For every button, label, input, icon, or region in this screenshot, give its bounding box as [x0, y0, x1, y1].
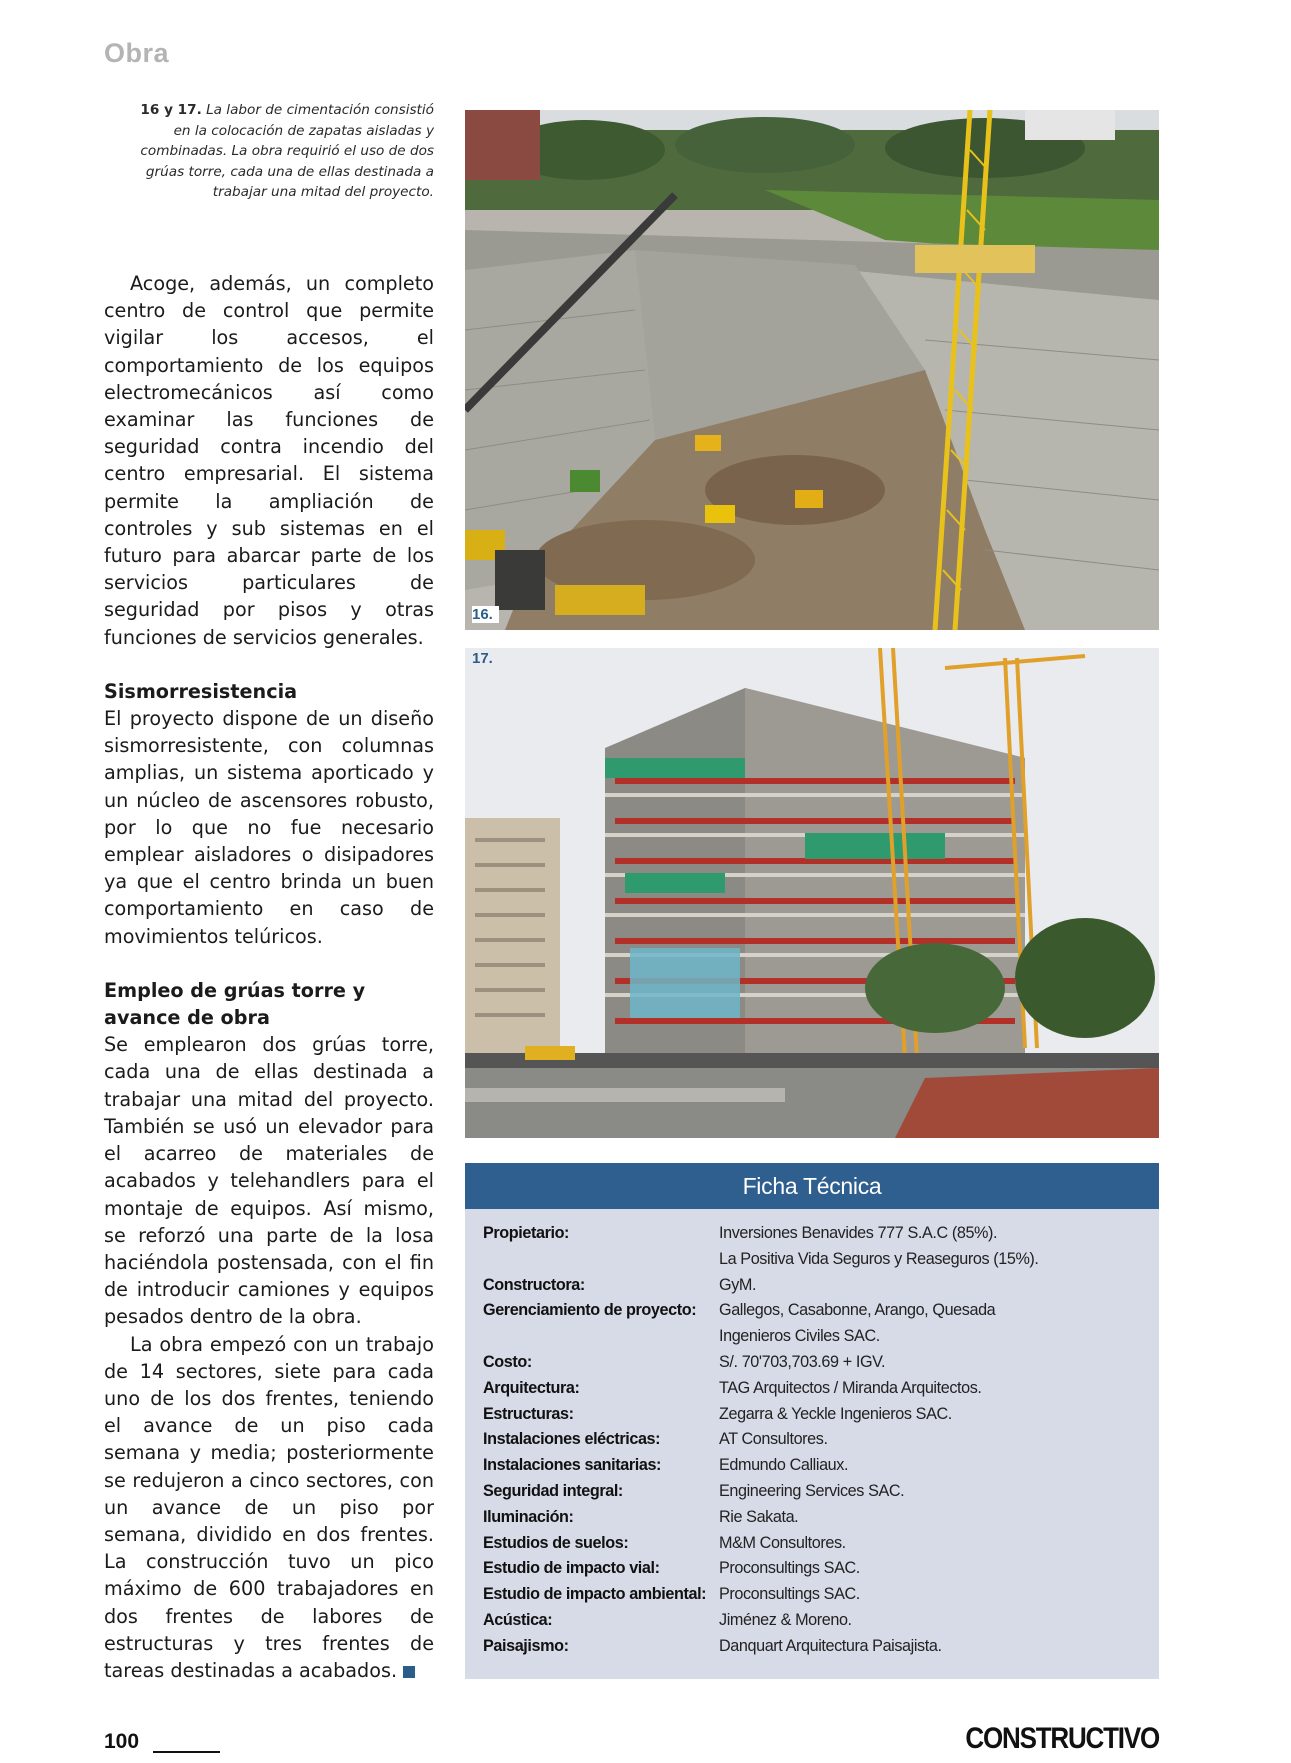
technical-sheet-value-line: Ingenieros Civiles SAC.: [719, 1327, 880, 1346]
technical-sheet-value-line: Edmundo Calliaux.: [719, 1456, 849, 1475]
technical-sheet-value: [719, 1453, 848, 1479]
technical-sheet-key: Propietario:: [483, 1224, 570, 1242]
technical-sheet-row: [483, 1402, 1159, 1428]
technical-sheet-key: Acústica:: [483, 1610, 553, 1629]
technical-sheet-value-line: TAG Arquitectos / Miranda Arquitectos.: [719, 1378, 982, 1397]
technical-sheet-row: [483, 1453, 1159, 1479]
technical-sheet-title: Ficha Técnica: [465, 1163, 1159, 1209]
technical-sheet-row: [483, 1582, 1159, 1608]
section-label: Obra: [104, 38, 170, 68]
technical-sheet-value-line: Jiménez & Moreno.: [719, 1610, 852, 1629]
technical-sheet-value: [719, 1350, 885, 1376]
paragraph-avance-obra-text: La obra empezó con un trabajo de 14 sectores, siete para cada uno de los dos frentes, teniendo el avance de un piso cada semana y media; posteriormente se redujeron a cinco sectores, con un avance de un piso por semana, dividido en dos frentes. La construcción tuvo un pico máximo de 600 trabajadores en dos frentes de labores de estructuras y tres frentes de tareas destinadas a acabados.: [104, 1332, 434, 1682]
photo-building: [465, 648, 1159, 1138]
technical-sheet-key: Arquitectura:: [483, 1378, 580, 1397]
end-of-article-mark: [403, 1666, 415, 1678]
technical-sheet-key: Gerenciamiento de proyecto:: [483, 1301, 697, 1320]
technical-sheet-row: [483, 1634, 1159, 1660]
technical-sheet-row: [483, 1376, 1159, 1402]
technical-sheet-row: [483, 1427, 1159, 1453]
technical-sheet-value-line: Rie Sakata.: [719, 1507, 799, 1526]
technical-sheet-row: [483, 1556, 1159, 1582]
technical-sheet-row: [483, 1608, 1159, 1634]
technical-sheet-key: Constructora:: [483, 1275, 585, 1294]
technical-sheet-key: Instalaciones sanitarias:: [483, 1456, 662, 1475]
photo-17-number: 17.: [472, 650, 493, 667]
technical-sheet-row: [483, 1221, 1159, 1273]
technical-sheet-key: Costo:: [483, 1352, 532, 1371]
photo-caption: [120, 100, 434, 203]
technical-sheet-value-line: M&M Consultores.: [719, 1533, 846, 1552]
technical-sheet-value: [719, 1582, 860, 1608]
technical-sheet-key: Estudios de suelos:: [483, 1533, 629, 1552]
photo-16-number: 16.: [472, 606, 499, 623]
technical-sheet-value-line: Engineering Services SAC.: [719, 1481, 905, 1500]
technical-sheet-value: [719, 1221, 1039, 1273]
photo-excavation: [465, 110, 1159, 630]
technical-sheet-key: Paisajismo:: [483, 1636, 569, 1655]
technical-sheet-row: [483, 1298, 1159, 1350]
technical-sheet-key: Iluminación:: [483, 1507, 574, 1526]
technical-sheet-value: [719, 1531, 846, 1557]
paragraph-gruas-torre: Se emplearon dos grúas torre, cada una de ellas destinada a trabajar una mitad del proyecto. También se usó un elevador para el acarreo de materiales de acabados y telehandlers para el montaje de equipos. Así mismo, se reforzó una parte de la losa haciéndola postensada, con el fin de introducir camiones y equipos pesados dentro de la obra.: [104, 1033, 434, 1329]
technical-sheet-value: [719, 1634, 942, 1660]
technical-sheet-value-line: AT Consultores.: [719, 1430, 828, 1449]
technical-sheet-body: [465, 1209, 1159, 1660]
technical-sheet-value-line: Danquart Arquitectura Paisajista.: [719, 1636, 942, 1655]
technical-sheet-row: [483, 1273, 1159, 1299]
technical-sheet-value: [719, 1376, 982, 1402]
page-number-rule: [153, 1751, 220, 1753]
caption-text: La labor de cimentación consistió en la colocación de zapatas aisladas y combinadas. La obra requirió el uso de dos grúas torre, cada una de ellas destinada a trabajar una mitad del proyecto.: [140, 102, 434, 200]
technical-sheet-row: [483, 1531, 1159, 1557]
article-column: [104, 270, 434, 1684]
technical-sheet-value: [719, 1273, 756, 1299]
technical-sheet-value-line: S/. 70'703,703.69 + IGV.: [719, 1352, 886, 1371]
heading-sismorresistencia: Sismorresistencia: [104, 679, 298, 703]
technical-sheet: [465, 1163, 1159, 1679]
technical-sheet-value: [719, 1505, 798, 1531]
technical-sheet-value-line: Proconsultings SAC.: [719, 1585, 860, 1604]
technical-sheet-value-line: Inversiones Benavides 777 S.A.C (85%).: [719, 1224, 998, 1242]
technical-sheet-value-line: Gallegos, Casabonne, Arango, Quesada: [719, 1301, 996, 1320]
technical-sheet-value: [719, 1402, 952, 1428]
technical-sheet-key: Estudio de impacto vial:: [483, 1559, 660, 1578]
technical-sheet-key: Estructuras:: [483, 1404, 574, 1423]
technical-sheet-value: [719, 1427, 828, 1453]
technical-sheet-key: Estudio de impacto ambiental:: [483, 1585, 707, 1604]
technical-sheet-row: [483, 1505, 1159, 1531]
technical-sheet-value-line: Proconsultings SAC.: [719, 1559, 860, 1578]
technical-sheet-value: [719, 1608, 852, 1634]
heading-gruas-torre: Empleo de grúas torre y avance de obra: [104, 978, 366, 1030]
paragraph-control-center: Acoge, además, un completo centro de control que permite vigilar los accesos, el comportamiento de los equipos electromecánicos así como examinar las funciones de seguridad contra incendio del centro empresarial. El sistema permite la ampliación de controles y sub sistemas en el futuro para abarcar parte de los servicios particulares de seguridad por pisos y otras funciones de servicios generales.: [104, 272, 434, 649]
paragraph-avance-obra: [104, 1331, 434, 1685]
technical-sheet-value: [719, 1479, 904, 1505]
technical-sheet-value: [719, 1298, 995, 1350]
technical-sheet-value-line: Zegarra & Yeckle Ingenieros SAC.: [719, 1404, 952, 1423]
technical-sheet-value: [719, 1556, 860, 1582]
paragraph-sismorresistencia: El proyecto dispone de un diseño sismorresistente, con columnas amplias, un sistema aporticado y un núcleo de ascensores robusto, por lo que no fue necesario emplear aisladores o disipadores ya que el centro brinda un buen comportamiento en caso de movimientos telúricos.: [104, 707, 434, 948]
caption-figure-ref: 16 y 17.: [140, 102, 202, 118]
technical-sheet-key: Instalaciones eléctricas:: [483, 1430, 661, 1449]
technical-sheet-row: [483, 1350, 1159, 1376]
magazine-brand: CONSTRUCTIVO: [965, 1720, 1159, 1755]
technical-sheet-key: Seguridad integral:: [483, 1481, 623, 1500]
technical-sheet-value-line: La Positiva Vida Seguros y Reaseguros (15%).: [719, 1249, 1039, 1268]
page-number: 100: [104, 1730, 140, 1753]
technical-sheet-row: [483, 1479, 1159, 1505]
technical-sheet-value-line: GyM.: [719, 1275, 757, 1294]
